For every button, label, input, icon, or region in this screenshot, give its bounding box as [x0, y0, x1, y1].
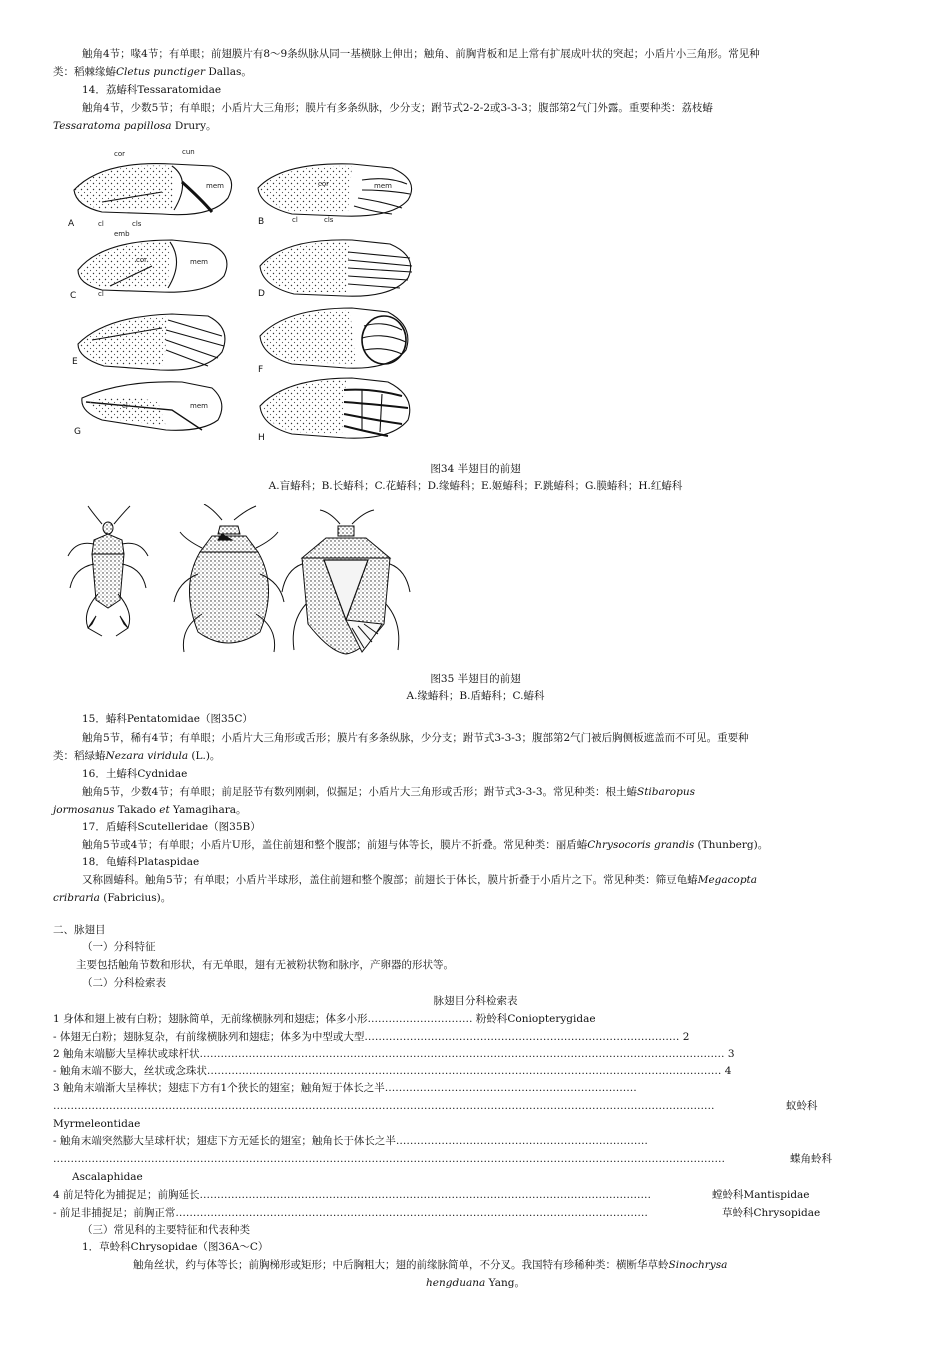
fig34-term-cls-b: cls — [324, 216, 334, 224]
figure-34-legend: A.盲蝽科；B.长蝽科；C.花蝽科；D.缘蝽科；E.姬蝽科；F.跳蝽科；G.膜蝽科；H.红蝽科 — [268, 480, 683, 492]
section-17-line-1: 触角5节或4节；有单眼；小盾片U形，盖住前翅和整个腹部；前翅与体等长，膜片不折叠。常见种类：丽盾蝽Chrysocoris grandis (Thunberg)。 — [82, 839, 769, 851]
section-16-line-2: jormosanus Takado et Yamagihara。 — [53, 804, 247, 816]
bug-c — [282, 510, 410, 654]
key-row-9-family: 蝶角蛉科 — [790, 1153, 832, 1165]
figure-35-caption: 图35 半翅目的前翅 — [430, 673, 521, 685]
key-row-6-family: 蚁蛉科 — [786, 1100, 818, 1112]
fig34-label-e: E — [72, 357, 78, 367]
section-16-title: 16．土蝽科Cydnidae — [82, 768, 188, 780]
key-title: 脉翅目分科检索表 — [433, 995, 518, 1007]
chrysopidae-line-1: 触角丝状，约与体等长；前胸梯形或矩形；中后胸粗大；翅的前缘脉简单，不分叉。我国特有珍稀种类：横断华草蛉Sinochrysa — [133, 1259, 728, 1271]
fig34-term-cor-b: cor — [318, 180, 330, 188]
key-row-5: 3 触角末端渐大呈棒状；翅痣下方有1个狭长的翅室；触角短于体长之半……………………………………………………………… — [53, 1082, 637, 1094]
figure-34-caption: 图34 半翅目的前翅 — [430, 463, 521, 475]
wing-b — [258, 164, 412, 216]
key-row-11-dots: 4 前足特化为捕捉足；前胸延长………………………………………………………………………………………………………………… — [53, 1189, 652, 1201]
part-2-sub-2: （二）分科检索表 — [82, 977, 166, 989]
fig34-term-mem-c: mem — [190, 258, 208, 266]
fig34-term-cun: cun — [182, 148, 195, 156]
section-14-line-1: 触角4节，少数5节；有单眼；小盾片大三角形；膜片有多条纵脉，少分支；跗节式2-2-2或3-3-3；腹部第2气门外露。重要种类：荔枝蝽 — [82, 102, 713, 114]
fig34-term-mem-b: mem — [374, 182, 392, 190]
key-row-9-dots: ………………………………………………………………………………………………………………………………………………………………………… — [53, 1153, 725, 1165]
fig34-term-emb: emb — [114, 230, 130, 238]
key-row-2: - 体翅无白粉；翅脉复杂，有前缘横脉列和翅痣；体多为中型或大型……………………………………………………………………………… 2 — [53, 1031, 690, 1043]
section-14-line-2: Tessaratoma papillosa Drury。 — [53, 120, 217, 132]
fig34-term-cl: cl — [98, 220, 104, 228]
fig34-term-cl-b: cl — [292, 216, 298, 224]
wing-f — [260, 308, 408, 368]
key-row-7: Myrmeleontidae — [53, 1118, 141, 1130]
key-row-12-family: 草蛉科Chrysopidae — [722, 1207, 821, 1219]
section-15-title: 15．蝽科Pentatomidae（图35C） — [82, 713, 253, 725]
fig34-label-h: H — [258, 433, 265, 443]
key-row-10: Ascalaphidae — [72, 1171, 143, 1183]
fig34-term-cl-c: cl — [98, 290, 104, 298]
key-row-1: 1 身体和翅上被有白粉；翅脉简单，无前缘横脉列和翅痣；体多小形………………………… 粉蛉科Coniopterygidae — [53, 1013, 596, 1025]
bug-b — [174, 504, 284, 652]
chrysopidae-line-2: hengduana Yang。 — [426, 1277, 525, 1289]
section-15-line-1: 触角5节，稀有4节；有单眼；小盾片大三角形或舌形；膜片有多条纵脉，少分支；跗节式3-3-3；腹部第2气门被后胸侧板遮盖而不可见。重要种 — [82, 732, 749, 744]
key-row-6-dots: ……………………………………………………………………………………………………………………………………………………………………… — [53, 1100, 715, 1112]
fig34-label-c: C — [70, 291, 77, 301]
bug-a — [68, 506, 148, 636]
key-row-11-family: 螳蛉科Mantispidae — [712, 1189, 810, 1201]
section-16-line-1: 触角5节，少数4节；有单眼；前足胫节有数列刚刺，似掘足；小盾片大三角形或舌形；跗节式3-3-3。常见种类：根土蝽Stibaropus — [82, 786, 695, 798]
part-2-sub-1-text: 主要包括触角节数和形状，有无单眼，翅有无被粉状物和脉序，产卵器的形状等。 — [76, 959, 454, 971]
fig34-label-f: F — [258, 365, 264, 375]
fig34-term-cor-c: cor — [136, 256, 148, 264]
key-row-3: 2 触角末端膨大呈棒状或球杆状…………………………………………………………………………………………………………………………………… 3 — [53, 1048, 735, 1060]
key-row-4: - 触角末端不膨大，丝状或念珠状………………………………………………………………………………………………………………………………… 4 — [53, 1065, 732, 1077]
section-18-title: 18．龟蝽科Plataspidae — [82, 856, 200, 868]
fig34-label-d: D — [258, 289, 265, 299]
figure-35-bugs — [62, 504, 418, 662]
part-2-sub-1: （一）分科特征 — [82, 941, 156, 953]
wing-h — [260, 378, 410, 438]
section-14-title: 14．荔蝽科Tessaratomidae — [82, 84, 222, 96]
fig34-term-cl-g: cl — [122, 402, 128, 410]
fig34-label-g: G — [74, 427, 81, 437]
section-17-title: 17．盾蝽科Scutelleridae（图35B） — [82, 821, 261, 833]
figure-35-legend: A.缘蝽科；B.盾蝽科；C.蝽科 — [406, 690, 545, 702]
section-18-line-2: cribraria (Fabricius)。 — [53, 892, 172, 904]
fig34-term-cls: cls — [132, 220, 142, 228]
fig34-label-a: A — [68, 219, 75, 229]
intro-line-1: 触角4节；喙4节；有单眼；前翅膜片有8～9条纵脉从同一基横脉上伸出；触角、前胸背板和足上常有扩展成叶状的突起；小盾片小三角形。常见种 — [82, 48, 760, 60]
intro-line-2: 类：稻棘缘蝽Cletus punctiger Dallas。 — [53, 66, 252, 78]
fig34-term-cor: cor — [114, 150, 126, 158]
fig34-label-b: B — [258, 217, 265, 227]
wing-d — [260, 240, 412, 296]
part-2-heading: 二、脉翅目 — [53, 924, 106, 936]
section-18-line-1: 又称圆蝽科。触角5节；有单眼；小盾片半球形，盖住前翅和整个腹部；前翅长于体长，膜片折叠于小盾片之下。常见种类：筛豆龟蝽Megacopta — [82, 874, 758, 886]
wing-c — [78, 240, 227, 292]
figure-34-wings — [62, 140, 434, 458]
key-row-12-dots: - 前足非捕捉足；前胸正常……………………………………………………………………………………………………………………… — [53, 1207, 648, 1219]
section-15-line-2: 类：稻绿蝽Nezara viridula (L.)。 — [53, 750, 221, 762]
fig34-term-mem: mem — [206, 182, 224, 190]
chrysopidae-title: 1．草蛉科Chrysopidae（图36A～C） — [82, 1241, 269, 1253]
wing-e — [78, 314, 225, 370]
key-row-8: - 触角末端突然膨大呈球杆状；翅痣下方无延长的翅室；触角长于体长之半……………………………………………………………… — [53, 1135, 648, 1147]
fig34-term-mem-g: mem — [190, 402, 208, 410]
part-2-sub-3: （三）常见科的主要特征和代表种类 — [82, 1224, 250, 1236]
